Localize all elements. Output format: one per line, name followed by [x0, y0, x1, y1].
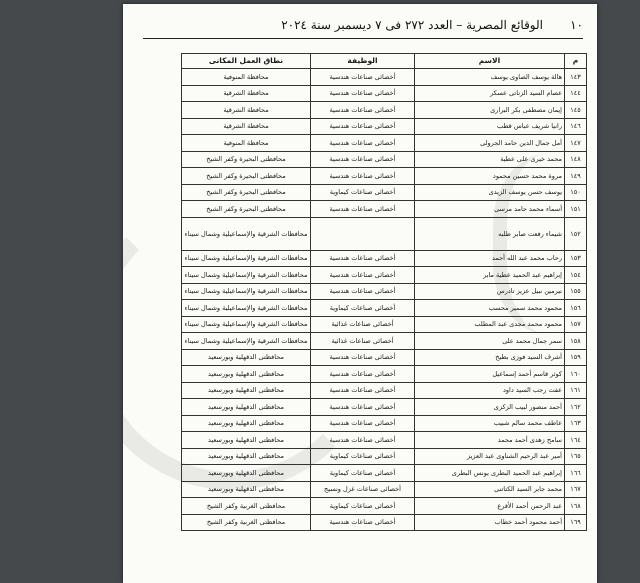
header-divider — [143, 38, 583, 39]
table-row — [182, 69, 587, 86]
table-header-row — [182, 54, 587, 69]
job-title: أخصائى صناعات هندسية — [311, 283, 415, 300]
work-location: محافظتى الدقهلية وبورسعيد — [182, 366, 311, 383]
employee-name: هالة يوسف الصاوى يوسف — [415, 69, 565, 86]
table-row — [182, 168, 587, 185]
table-row — [182, 85, 587, 102]
employee-name: عفت رجب السيد داود — [415, 382, 565, 399]
job-title: أخصائى صناعات هندسية — [311, 135, 415, 152]
employee-name: أمل جمال الدين حامد الجرولى — [415, 135, 565, 152]
job-title: أخصائى صناعات هندسية — [311, 432, 415, 449]
work-location: محافظتى الدقهلية وبورسعيد — [182, 349, 311, 366]
row-number: ١٦٥ — [565, 448, 587, 465]
work-location: محافظتى البحيرة وكفر الشيخ — [182, 151, 311, 168]
row-number: ١٤٨ — [565, 151, 587, 168]
document-page — [123, 4, 597, 583]
work-location: محافظتى الدقهلية وبورسعيد — [182, 399, 311, 416]
row-number: ١٦٩ — [565, 514, 587, 531]
job-title: أخصائى صناعات كيماوية — [311, 300, 415, 317]
job-title: أخصائى صناعات كيماوية — [311, 448, 415, 465]
work-location: محافظتى الدقهلية وبورسعيد — [182, 415, 311, 432]
table-row — [182, 349, 587, 366]
table-row — [182, 448, 587, 465]
work-location: محافظتى البحيرة وكفر الشيخ — [182, 168, 311, 185]
work-location: محافظات الشرقية والإسماعيلية وشمال سيناء — [182, 333, 311, 350]
employee-name: محمد خيرى على عطية — [415, 151, 565, 168]
row-number: ١٥٤ — [565, 267, 587, 284]
row-number: ١٥٧ — [565, 316, 587, 333]
employee-table — [181, 53, 587, 531]
work-location: محافظات الشرقية والإسماعيلية وشمال سيناء — [182, 283, 311, 300]
employee-name: إبراهيم عبد الحميد عطية مابر — [415, 267, 565, 284]
employee-name: رحاب محمد عبد الله أحمد — [415, 250, 565, 267]
job-title: أخصائى صناعات هندسية — [311, 69, 415, 86]
column-header-location: نطاق العمل المكانى — [182, 54, 311, 69]
row-number: ١٥٢ — [565, 217, 587, 250]
table-row — [182, 514, 587, 531]
job-title: أخصائى صناعات كيماوية — [311, 465, 415, 482]
employee-name: عبد الرحمن أحمد الأقرع — [415, 498, 565, 515]
table-row — [182, 316, 587, 333]
employee-name: إبراهيم عبد الحميد البطرى يونس البطرى — [415, 465, 565, 482]
row-number: ١٥٩ — [565, 349, 587, 366]
work-location: محافظتى البحيرة وكفر الشيخ — [182, 184, 311, 201]
job-title: أخصائى صناعات هندسية — [311, 102, 415, 119]
employee-name: يوسف حسن يوسف الزيدى — [415, 184, 565, 201]
work-location: محافظتى الدقهلية وبورسعيد — [182, 481, 311, 498]
work-location: محافظات الشرقية والإسماعيلية وشمال سيناء — [182, 300, 311, 317]
table-row — [182, 333, 587, 350]
job-title: أخصائى صناعات غذائية — [311, 333, 415, 350]
employee-name: رانيا شريف عباس قطب — [415, 118, 565, 135]
row-number: ١٥١ — [565, 201, 587, 218]
page-number: ١٠ — [570, 18, 583, 32]
employee-name: أحمد منصور لبيب الزكزى — [415, 399, 565, 416]
job-title: أخصائى صناعات هندسية — [311, 151, 415, 168]
employee-name: عاطف محمد سالم شبيب — [415, 415, 565, 432]
row-number: ١٦٧ — [565, 481, 587, 498]
table-row — [182, 102, 587, 119]
work-location: محافظتى الغربية وكفر الشيخ — [182, 498, 311, 515]
employee-name: عصام السيد الزناتى عسكر — [415, 85, 565, 102]
job-title: أخصائى صناعات هندسية — [311, 267, 415, 284]
table-row — [182, 399, 587, 416]
page-title: الوقائع المصرية – العدد ٢٧٢ فى ٧ ديسمبر سنة ٢٠٢٤ — [281, 18, 543, 32]
table-row — [182, 151, 587, 168]
job-title: أخصائى صناعات كيماوية — [311, 498, 415, 515]
work-location: محافظتى البحيرة وكفر الشيخ — [182, 201, 311, 218]
work-location: محافظة الشرقية — [182, 102, 311, 119]
employee-name: كوثر قاسم أحمد إسماعيل — [415, 366, 565, 383]
job-title: أخصائى صناعات هندسية — [311, 366, 415, 383]
employee-name: أشرف السيد فوزى بطيخ — [415, 349, 565, 366]
table-row — [182, 118, 587, 135]
job-title: أخصائى صناعات غزل ونسيج — [311, 481, 415, 498]
table-row — [182, 366, 587, 383]
job-title: أخصائى صناعات هندسية — [311, 349, 415, 366]
employee-name: محمود محمد سمير محسب — [415, 300, 565, 317]
employee-name: سامح زهدى أحمد محمد — [415, 432, 565, 449]
work-location: محافظتى الغربية وكفر الشيخ — [182, 514, 311, 531]
row-number: ١٦٢ — [565, 399, 587, 416]
table-row — [182, 283, 587, 300]
table-row — [182, 217, 587, 250]
work-location: محافظة الشرقية — [182, 118, 311, 135]
table-row — [182, 184, 587, 201]
table-row — [182, 415, 587, 432]
work-location: محافظة المنوفية — [182, 135, 311, 152]
job-title: أخصائى صناعات هندسية — [311, 514, 415, 531]
row-number: ١٦٣ — [565, 415, 587, 432]
employee-name: محمد جابر السيد الكتاتنى — [415, 481, 565, 498]
employee-name: محمود محمد مجدى عبد المطلب — [415, 316, 565, 333]
employee-name: شيماء رفعت صابر طلبه — [415, 217, 565, 250]
job-title: أخصائى صناعات هندسية — [311, 168, 415, 185]
job-title — [311, 217, 415, 250]
work-location: محافظة الشرقية — [182, 85, 311, 102]
row-number: ١٦٤ — [565, 432, 587, 449]
employee-name: نيرمين نبيل عزيز تادرس — [415, 283, 565, 300]
work-location: محافظتى الدقهلية وبورسعيد — [182, 465, 311, 482]
job-title: أخصائى صناعات هندسية — [311, 382, 415, 399]
employee-name: أسماء محمد حامد مرسى — [415, 201, 565, 218]
employee-name: سمر جمال محمد على — [415, 333, 565, 350]
work-location: محافظات الشرقية والإسماعيلية وشمال سيناء — [182, 250, 311, 267]
job-title: أخصائى صناعات هندسية — [311, 201, 415, 218]
work-location: محافظتى الدقهلية وبورسعيد — [182, 382, 311, 399]
employee-name: أمير عبد الرحيم الشناوى عبد العزيز — [415, 448, 565, 465]
table-row — [182, 432, 587, 449]
table-row — [182, 382, 587, 399]
page-header — [143, 16, 583, 38]
row-number: ١٥٣ — [565, 250, 587, 267]
work-location: محافظات الشرقية والإسماعيلية وشمال سيناء — [182, 267, 311, 284]
row-number: ١٦٦ — [565, 465, 587, 482]
job-title: أخصائى صناعات كيماوية — [311, 184, 415, 201]
work-location: محافظات الشرقية والإسماعيلية وشمال سيناء — [182, 316, 311, 333]
row-number: ١٤٤ — [565, 85, 587, 102]
row-number: ١٤٩ — [565, 168, 587, 185]
work-location: محافظات الشرقية والإسماعيلية وشمال سيناء — [182, 217, 311, 250]
job-title: أخصائى صناعات هندسية — [311, 118, 415, 135]
job-title: أخصائى صناعات غذائية — [311, 316, 415, 333]
row-number: ١٥٠ — [565, 184, 587, 201]
table-row — [182, 300, 587, 317]
row-number: ١٦٠ — [565, 366, 587, 383]
table-row — [182, 135, 587, 152]
table-row — [182, 201, 587, 218]
job-title: أخصائى صناعات هندسية — [311, 250, 415, 267]
row-number: ١٥٨ — [565, 333, 587, 350]
work-location: محافظتى الدقهلية وبورسعيد — [182, 432, 311, 449]
job-title: أخصائى صناعات هندسية — [311, 85, 415, 102]
table-row — [182, 481, 587, 498]
row-number: ١٦٨ — [565, 498, 587, 515]
row-number: ١٤٣ — [565, 69, 587, 86]
job-title: أخصائى صناعات هندسية — [311, 399, 415, 416]
row-number: ١٤٥ — [565, 102, 587, 119]
job-title: أخصائى صناعات هندسية — [311, 415, 415, 432]
employee-name: أحمد محمود أحمد خطاب — [415, 514, 565, 531]
column-header-name: الاسم — [415, 54, 565, 69]
table-row — [182, 465, 587, 482]
row-number: ١٥٦ — [565, 300, 587, 317]
column-header-number: م — [565, 54, 587, 69]
table-row — [182, 250, 587, 267]
row-number: ١٥٥ — [565, 283, 587, 300]
table-row — [182, 498, 587, 515]
work-location: محافظة المنوفية — [182, 69, 311, 86]
row-number: ١٤٧ — [565, 135, 587, 152]
row-number: ١٤٦ — [565, 118, 587, 135]
employee-name: إيمان مصطفى بكر البرارى — [415, 102, 565, 119]
work-location: محافظتى الدقهلية وبورسعيد — [182, 448, 311, 465]
row-number: ١٦١ — [565, 382, 587, 399]
employee-name: مروة محمد حسين محمود — [415, 168, 565, 185]
table-row — [182, 267, 587, 284]
column-header-job: الوظيفة — [311, 54, 415, 69]
